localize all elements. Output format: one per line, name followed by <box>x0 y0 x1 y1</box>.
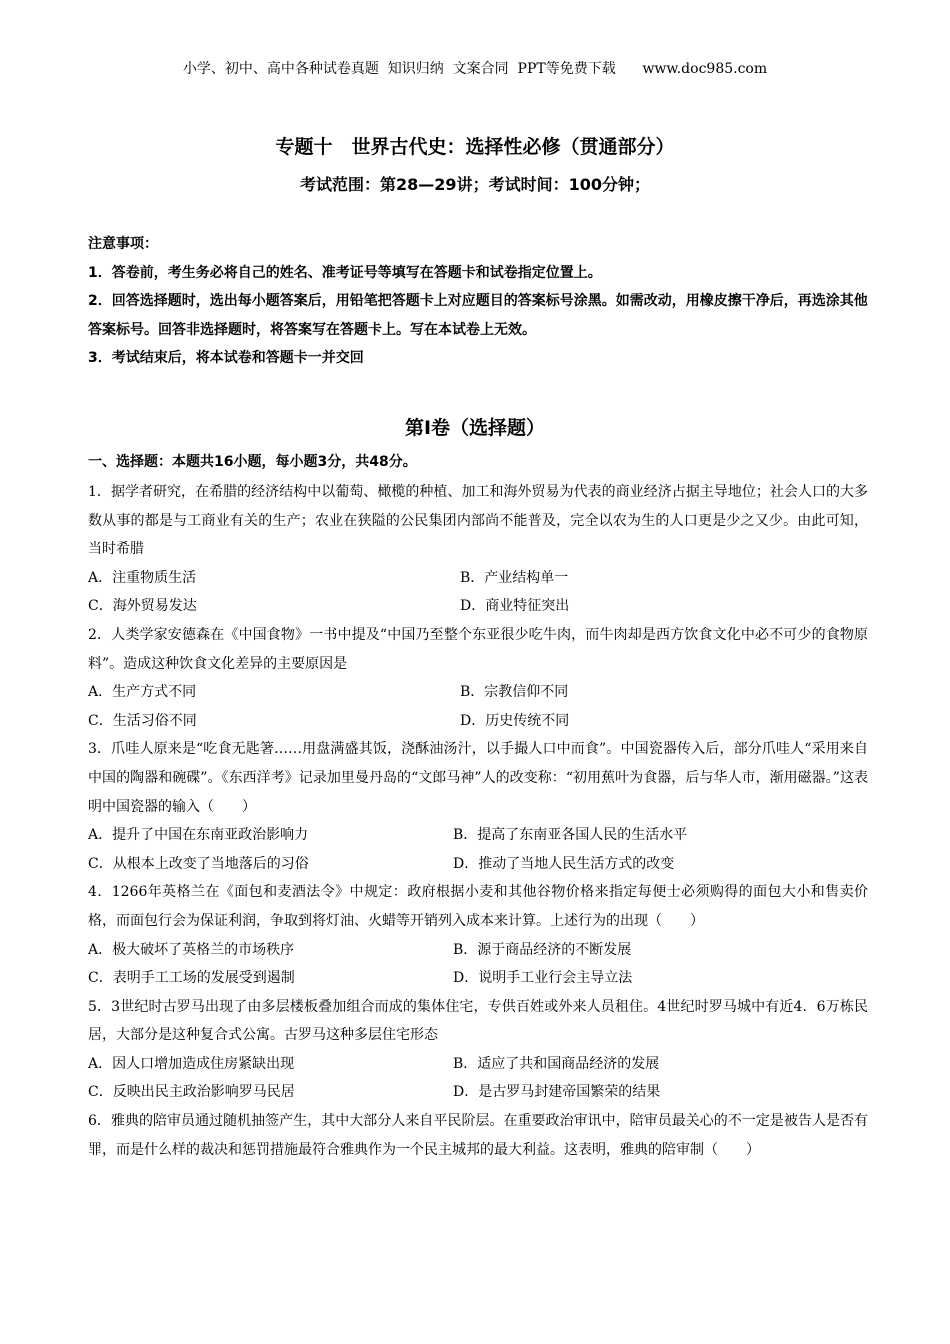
question-list <box>88 478 868 1164</box>
option-c: C．海外贸易发达 <box>88 598 197 615</box>
option-b: B．提高了东南亚各国人民的生活水平 <box>453 827 688 844</box>
option-d: D．推动了当地人民生活方式的改变 <box>453 855 675 872</box>
notes-heading: 注意事项： <box>88 236 158 252</box>
option-d: D．是古罗马封建帝国繁荣的结果 <box>453 1084 661 1101</box>
question-stem: 1．据学者研究，在希腊的经济结构中以葡萄、橄榄的种植、加工和海外贸易为代表的商业经济占据主导地位；社会人口的大多数从事的都是与工商业有关的生产；农业在狭隘的公民集团内部尚不能普及，完全以农为生的人口更是少之又少。由此可知，当时希腊 <box>88 484 868 558</box>
question-1 <box>88 478 868 621</box>
site-header: 小学、初中、高中各种试卷真题 知识归纳 文案合同 PPT等免费下载 www.doc985.com <box>182 61 768 77</box>
section-heading: 一、选择题：本题共16小题，每小题3分，共48分。 <box>88 454 417 470</box>
question-stem: 3．爪哇人原来是“吃食无匙箸……用盘满盛其饭，浇酥油汤汁，以手撮人口中而食”。中国瓷器传入后，部分爪哇人“采用来自中国的陶器和碗碟”。《东西洋考》记录加里曼丹岛的“文郎马神”人的改变称：“初用蕉叶为食器，后与华人市，渐用磁器。”这表明中国瓷器的输入（ ） <box>88 741 868 815</box>
option-a: A．注重物质生活 <box>88 569 197 586</box>
question-4 <box>88 878 868 992</box>
option-c: C．生活习俗不同 <box>88 712 197 729</box>
option-d: D．说明手工业行会主导立法 <box>453 970 633 987</box>
question-6 <box>88 1107 868 1164</box>
option-d: D．历史传统不同 <box>460 712 570 729</box>
note-item: 1．答卷前，考生务必将自己的姓名、准考证号等填写在答题卡和试卷指定位置上。 <box>88 264 602 281</box>
option-b: B．产业结构单一 <box>460 569 569 586</box>
question-5 <box>88 993 868 1107</box>
option-b: B．宗教信仰不同 <box>460 684 569 701</box>
question-3 <box>88 735 868 878</box>
question-stem: 6．雅典的陪审员通过随机抽签产生，其中大部分人来自平民阶层。在重要政治审讯中，陪审员最关心的不一定是被告人是否有罪，而是什么样的裁决和惩罚措施最符合雅典作为一个民主城邦的最大利益。这表明，雅典的陪审制（ ） <box>88 1113 868 1158</box>
part-title: 第I卷（选择题） <box>404 417 546 439</box>
option-a: A．生产方式不同 <box>88 684 197 701</box>
notes-block <box>88 230 868 373</box>
page-title: 专题十 世界古代史：选择性必修（贯通部分） <box>275 136 675 158</box>
note-item: 2．回答选择题时，选出每小题答案后，用铅笔把答题卡上对应题目的答案标号涂黑。如需改动，用橡皮擦干净后，再选涂其他答案标号。回答非选择题时，将答案写在答题卡上。写在本试卷上无效。 <box>88 293 868 338</box>
question-stem: 5．3世纪时古罗马出现了由多层楼板叠加组合而成的集体住宅，专供百姓或外来人员租住。4世纪时罗马城中有近4．6万栋民居，大部分是这种复合式公寓。古罗马这种多层住宅形态 <box>88 998 868 1044</box>
question-stem: 4．1266年英格兰在《面包和麦酒法令》中规定：政府根据小麦和其他谷物价格来指定每便士必须购得的面包大小和售卖价格，而面包行会为保证利润，争取到将灯油、火蜡等开销列入成本来计算。上述行为的出现（ ） <box>88 884 868 929</box>
question-stem: 2．人类学家安德森在《中国食物》一书中提及“中国乃至整个东亚很少吃牛肉，而牛肉却是西方饮食文化中必不可少的食物原料”。造成这种饮食文化差异的主要原因是 <box>88 626 868 672</box>
note-item: 3．考试结束后，将本试卷和答题卡一并交回 <box>88 350 364 366</box>
option-a: A．极大破坏了英格兰的市场秩序 <box>88 941 295 958</box>
option-c: C．从根本上改变了当地落后的习俗 <box>88 855 309 872</box>
option-a: A．因人口增加造成住房紧缺出现 <box>88 1055 295 1072</box>
option-b: B．适应了共和国商品经济的发展 <box>453 1055 660 1072</box>
option-b: B．源于商品经济的不断发展 <box>453 941 632 958</box>
question-2 <box>88 621 868 735</box>
exam-scope: 考试范围：第28—29讲；考试时间：100分钟； <box>300 175 650 194</box>
option-d: D．商业特征突出 <box>460 598 570 615</box>
option-a: A．提升了中国在东南亚政治影响力 <box>88 827 309 844</box>
option-c: C．表明手工工场的发展受到遏制 <box>88 970 295 987</box>
option-c: C．反映出民主政治影响罗马民居 <box>88 1084 295 1101</box>
